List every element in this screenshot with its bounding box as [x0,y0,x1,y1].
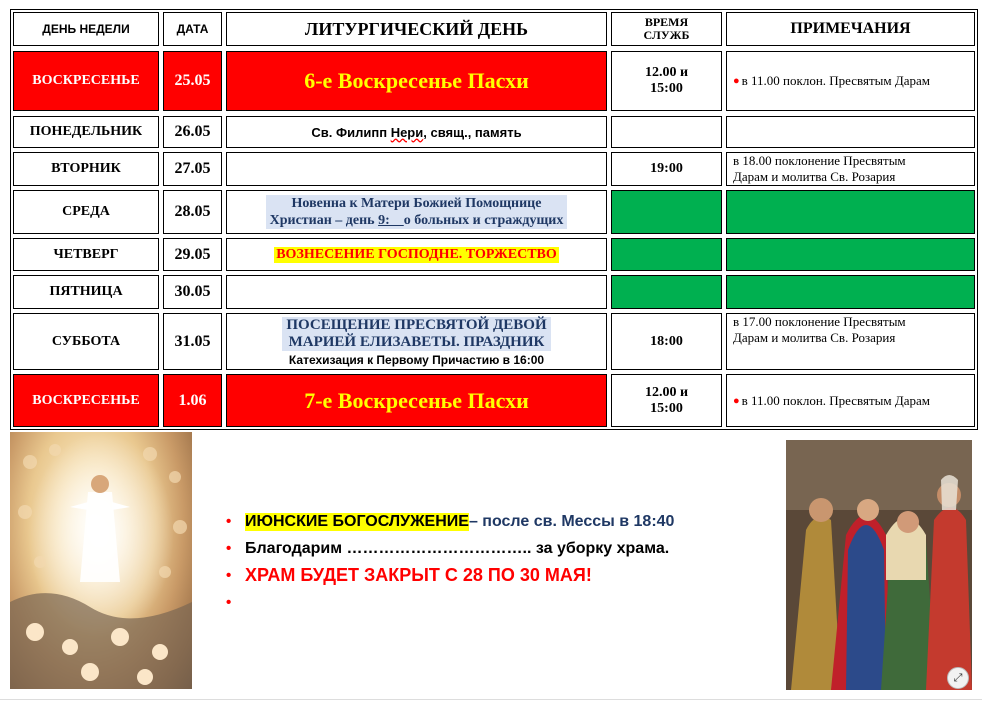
row-6-liturgical [226,275,607,309]
announcement-june-services [226,508,766,535]
row-4-date [163,190,222,234]
header-time-line1: ВРЕМЯ [644,15,689,29]
bullet-icon: • [226,540,232,557]
title-prefix: Св. Филипп [311,124,391,140]
june-services-highlight: ИЮНСКИЕ БОГОСЛУЖЕНИЕ [245,512,469,530]
row-3-time [611,152,722,186]
time-line1: 12.00 и [644,384,689,400]
date-label: 28.05 [174,203,211,220]
header-date [163,12,222,46]
novena-box [266,195,568,229]
row-7-day [13,313,159,370]
note-text: в 11.00 поклон. Пресвятым Дарам [741,392,931,408]
ascension-painting-drawing [10,432,192,689]
row-8-note [726,374,975,427]
row-8-date [163,374,222,427]
novena-line2-b: 9: [378,213,404,228]
feast-box [282,317,550,351]
novena-line2-c: о больных и страждущих [403,213,564,228]
liturgical-title: 6-е Воскресенье Пасхи [304,68,529,93]
row-7-time [611,313,722,370]
visitation-painting [786,440,972,690]
row-7-liturgical [226,313,607,370]
row-4-note [726,190,975,234]
row-3-liturgical [226,152,607,186]
row-7-note [726,313,975,370]
row-2-date [163,116,222,148]
day-label: ВТОРНИК [51,161,121,176]
time-label: 18:00 [650,333,683,349]
note-text: в 11.00 поклон. Пресвятым Дарам [741,73,931,88]
row-6-date [163,275,222,309]
day-label: ВОСКРЕСЕНЬЕ [32,392,140,408]
novena-line2 [270,213,564,228]
note-line2: Дарам и молитва Св. Розария [733,169,896,184]
row-3-day [13,152,159,186]
liturgical-title [311,125,521,140]
novena-line2-a: Христиан – день [269,213,379,228]
visitation-painting-drawing [786,440,972,690]
page-bottom-divider [0,699,982,700]
row-6-day [13,275,159,309]
row-4-liturgical [226,190,607,234]
header-notes [726,12,975,46]
day-label: СУББОТА [51,333,121,349]
row-1-note [726,51,975,111]
row-5-day [13,238,159,271]
row-6-note [726,275,975,309]
day-label: ПЯТНИЦА [49,284,123,299]
announcement-empty [226,589,766,616]
row-5-time [611,238,722,271]
day-label: ПОНЕДЕЛЬНИК [29,124,143,139]
row-2-liturgical [226,116,607,148]
note-line2: Дарам и молитва Св. Розария [733,330,896,345]
row-2-time [611,116,722,148]
header-liturgical [226,12,607,46]
announcement-thanks [226,535,766,562]
date-label: 31.05 [174,332,211,350]
day-label: ЧЕТВЕРГ [53,246,119,262]
expand-icon[interactable]: ⤢ [947,667,969,689]
title-underlined: Нери [390,124,424,140]
date-label: 25.05 [174,72,211,89]
row-5-date [163,238,222,271]
date-label: 30.05 [174,283,211,300]
row-8-day [13,374,159,427]
header-time-line2: СЛУЖБ [643,28,690,42]
header-notes-label: ПРИМЕЧАНИЯ [790,20,911,37]
time-line1: 12.00 и [644,65,689,80]
row-1-time [611,51,722,111]
time-label: 19:00 [650,161,683,176]
catechesis-text: Катехизация к Первому Причастию в 16:00 [288,352,545,367]
bullet-icon: • [226,513,232,530]
date-label: 29.05 [174,245,211,263]
thanks-text: Благодарим …………………………….. за уборку храма. [245,539,670,557]
liturgical-title: 7-е Воскресенье Пасхи [304,387,529,413]
row-1-date [163,51,222,111]
closure-text: ХРАМ БУДЕТ ЗАКРЫТ С 28 ПО 30 МАЯ! [245,565,592,585]
row-7-date [163,313,222,370]
novena-line1: Новенна к Матери Божией Помощнице [291,196,542,211]
row-3-date [163,152,222,186]
header-liturgical-label: ЛИТУРГИЧЕСКИЙ ДЕНЬ [304,18,529,39]
row-1-day [13,51,159,111]
bullet-icon: • [226,567,232,584]
note-line1: в 18.00 поклонение Пресвятым [733,153,906,168]
announcements-list [226,508,766,616]
row-4-day [13,190,159,234]
day-label: ВОСКРЕСЕНЬЕ [32,73,140,88]
feast-line2: МАРИЕЙ ЕЛИЗАВЕТЫ. ПРАЗДНИК [288,333,545,350]
row-5-note [726,238,975,271]
liturgical-title: ВОЗНЕСЕНИЕ ГОСПОДНЕ. ТОРЖЕСТВО [276,246,557,262]
row-1-liturgical [226,51,607,111]
time-line2: 15:00 [650,81,683,96]
row-2-day [13,116,159,148]
header-day [13,12,159,46]
day-label: СРЕДА [62,204,110,219]
date-label: 26.05 [174,123,211,140]
header-date-label: ДАТА [176,22,209,36]
note-line1: в 17.00 поклонение Пресвятым [733,314,906,329]
row-2-note [726,116,975,148]
title-suffix: , свящ., память [423,124,522,140]
header-day-label: ДЕНЬ НЕДЕЛИ [42,22,130,36]
header-time [611,12,722,46]
date-label: 27.05 [174,160,211,177]
time-line2: 15:00 [650,400,683,416]
row-6-time [611,275,722,309]
red-dot-icon: ● [733,394,740,407]
red-dot-icon: ● [733,75,740,87]
schedule-table [10,9,978,430]
feast-line1: ПОСЕЩЕНИЕ ПРЕСВЯТОЙ ДЕВОЙ [286,316,547,333]
row-8-liturgical [226,374,607,427]
date-label: 1.06 [178,391,207,409]
row-5-liturgical [226,238,607,271]
row-4-time [611,190,722,234]
june-services-text: – после св. Мессы в 18:40 [468,512,675,530]
bullet-icon: • [226,594,232,611]
row-3-note [726,152,975,186]
ascension-painting [10,432,192,689]
announcement-closure [226,562,766,589]
row-8-time [611,374,722,427]
